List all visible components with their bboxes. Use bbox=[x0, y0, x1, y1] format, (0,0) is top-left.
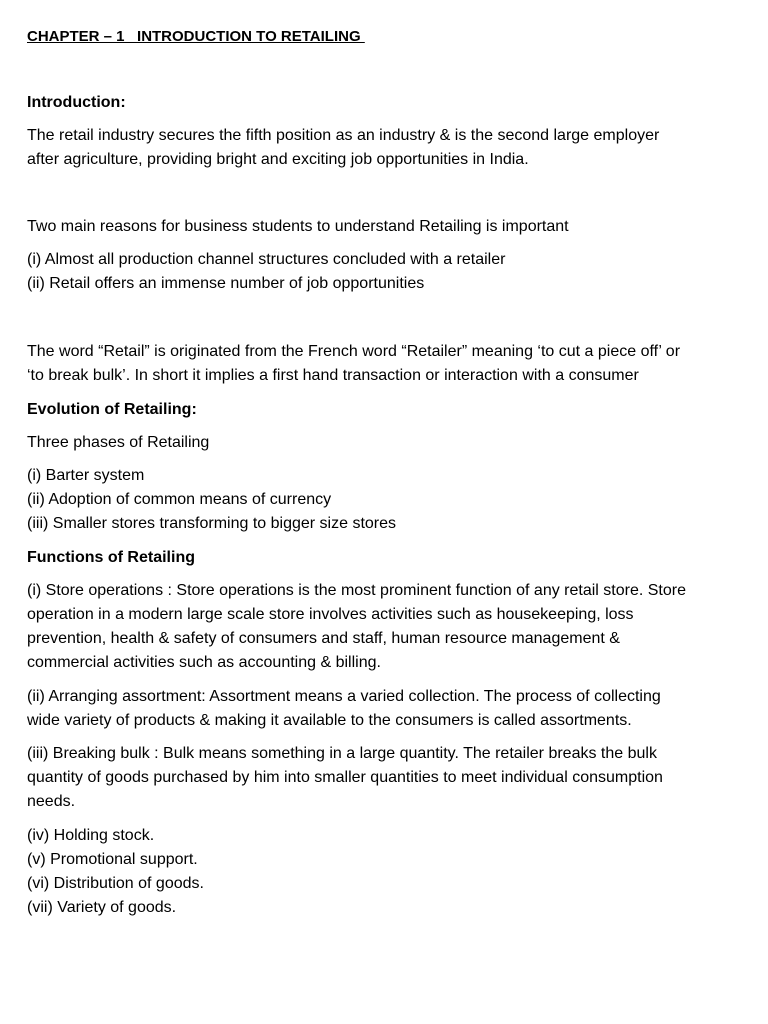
list-item: (ii) Adoption of common means of currency bbox=[27, 491, 332, 508]
functions-heading: Functions of Retailing bbox=[27, 549, 195, 566]
list-item: (i) Almost all production channel structures concluded with a retailer bbox=[27, 251, 506, 268]
function-item: (iii) Breaking bulk : Bulk means something in a large quantity. The retailer breaks the bulk quantity of goods purchased by him into smaller quantities to meet individual consumption needs. bbox=[27, 745, 663, 810]
function-item: (i) Store operations : Store operations is the most prominent function of any retail store. Store operation in a modern large scale store involves activities such as housekeeping, loss prevention, health & safety of consumers and staff, human resource management & commercial activities such as accounting & billing. bbox=[27, 582, 686, 671]
intro-paragraph-2: Two main reasons for business students to understand Retailing is important bbox=[27, 218, 569, 235]
evolution-lead: Three phases of Retailing bbox=[27, 434, 210, 451]
document-page bbox=[27, 25, 687, 920]
intro-paragraph-1: The retail industry secures the fifth position as an industry & is the second large employer after agriculture, providing bright and exciting job opportunities in India. bbox=[27, 127, 660, 168]
list-item: (v) Promotional support. bbox=[27, 851, 198, 868]
function-item: (ii) Arranging assortment: Assortment means a varied collection. The process of collecting wide variety of products & making it available to the consumers is called assortments. bbox=[27, 688, 661, 729]
list-item: (iv) Holding stock. bbox=[27, 827, 155, 844]
list-item: (ii) Retail offers an immense number of job opportunities bbox=[27, 275, 425, 292]
short-functions-list bbox=[27, 824, 687, 920]
chapter-title: CHAPTER – 1 INTRODUCTION TO RETAILING bbox=[27, 28, 365, 45]
phases-list bbox=[27, 464, 687, 536]
list-item: (iii) Smaller stores transforming to bigger size stores bbox=[27, 515, 397, 532]
evolution-heading: Evolution of Retailing: bbox=[27, 401, 197, 418]
list-item: (vii) Variety of goods. bbox=[27, 899, 177, 916]
introduction-heading: Introduction: bbox=[27, 94, 126, 111]
reasons-list bbox=[27, 248, 687, 296]
list-item: (i) Barter system bbox=[27, 467, 145, 484]
list-item: (vi) Distribution of goods. bbox=[27, 875, 204, 892]
intro-paragraph-3: The word “Retail” is originated from the French word “Retailer” meaning ‘to cut a piece off’ or ‘to break bulk’. In short it implies a first hand transaction or interaction with a consumer bbox=[27, 343, 681, 384]
